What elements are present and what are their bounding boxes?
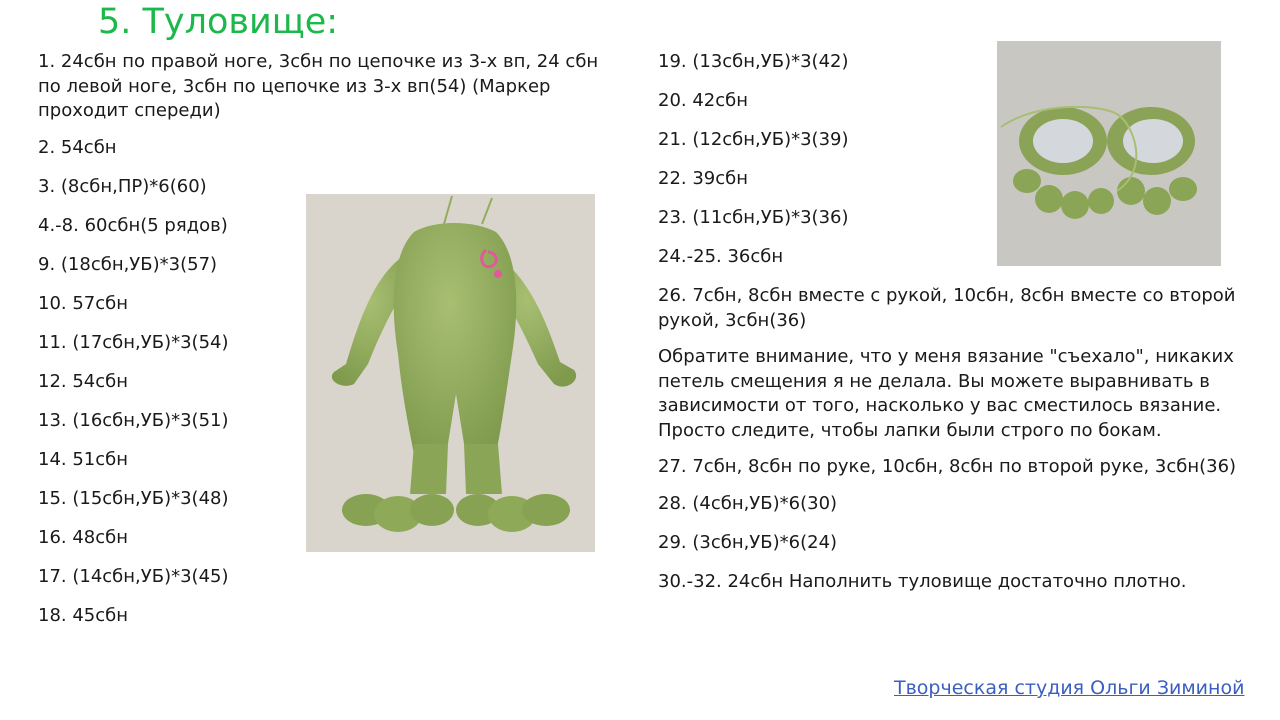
instruction-row: 10. 57сбн	[38, 292, 129, 314]
instruction-row: 28. (4сбн,УБ)*6(30)	[658, 492, 838, 514]
instruction-row: 12. 54сбн	[38, 370, 129, 392]
instruction-row: 23. (11сбн,УБ)*3(36)	[658, 207, 849, 228]
page-title: 5. Туловище:	[98, 2, 339, 42]
work-in-progress-photo	[997, 41, 1221, 266]
instruction-row: 18. 45сбн	[38, 604, 129, 626]
studio-link[interactable]: Творческая студия Ольги Зиминой	[894, 677, 1245, 699]
instruction-row: 11. (17сбн,УБ)*3(54)	[38, 331, 229, 353]
instruction-row: 1. 24сбн по правой ноге, 3сбн по цепочке из 3-х вп, 24 сбн по левой ноге, 3сбн по цепочке из 3-х вп(54) (Маркер проходит спереди)	[38, 51, 599, 121]
instruction-row: 3. (8сбн,ПР)*6(60)	[38, 175, 207, 197]
instruction-row: 2. 54сбн	[38, 136, 117, 158]
instruction-row: 20. 42сбн	[658, 90, 749, 111]
instruction-row: 30.-32. 24сбн Наполнить туловище достаточно плотно.	[658, 570, 1187, 592]
instruction-row: 14. 51сбн	[38, 448, 129, 470]
note-paragraph: Обратите внимание, что у меня вязание "съехало", никаких петель смещения я не делала. Вы можете выравнивать в зависимости от того, насколько у вас сместилось вязание. Просто следите, чтобы лапки были строго по бокам.	[658, 346, 1234, 441]
instruction-row: 27. 7сбн, 8сбн по руке, 10сбн, 8сбн по второй руке, 3сбн(36)	[658, 456, 1237, 477]
instruction-row: 17. (14сбн,УБ)*3(45)	[38, 565, 229, 587]
instruction-row: 16. 48сбн	[38, 526, 129, 548]
instruction-row: 15. (15сбн,УБ)*3(48)	[38, 487, 229, 509]
instruction-row: 13. (16сбн,УБ)*3(51)	[38, 409, 229, 431]
instruction-row: 9. (18сбн,УБ)*3(57)	[38, 253, 218, 275]
frog-body-photo	[306, 194, 595, 552]
instruction-row: 24.-25. 36сбн	[658, 246, 784, 267]
instruction-row: 21. (12сбн,УБ)*3(39)	[658, 129, 849, 150]
instruction-row: 19. (13сбн,УБ)*3(42)	[658, 51, 849, 72]
instruction-row: 29. (3сбн,УБ)*6(24)	[658, 531, 838, 553]
instruction-row: 22. 39сбн	[658, 168, 749, 189]
instruction-row: 26. 7сбн, 8сбн вместе с рукой, 10сбн, 8сбн вместе со второй рукой, 3сбн(36)	[658, 285, 1236, 331]
instruction-row: 4.-8. 60сбн(5 рядов)	[38, 214, 228, 236]
